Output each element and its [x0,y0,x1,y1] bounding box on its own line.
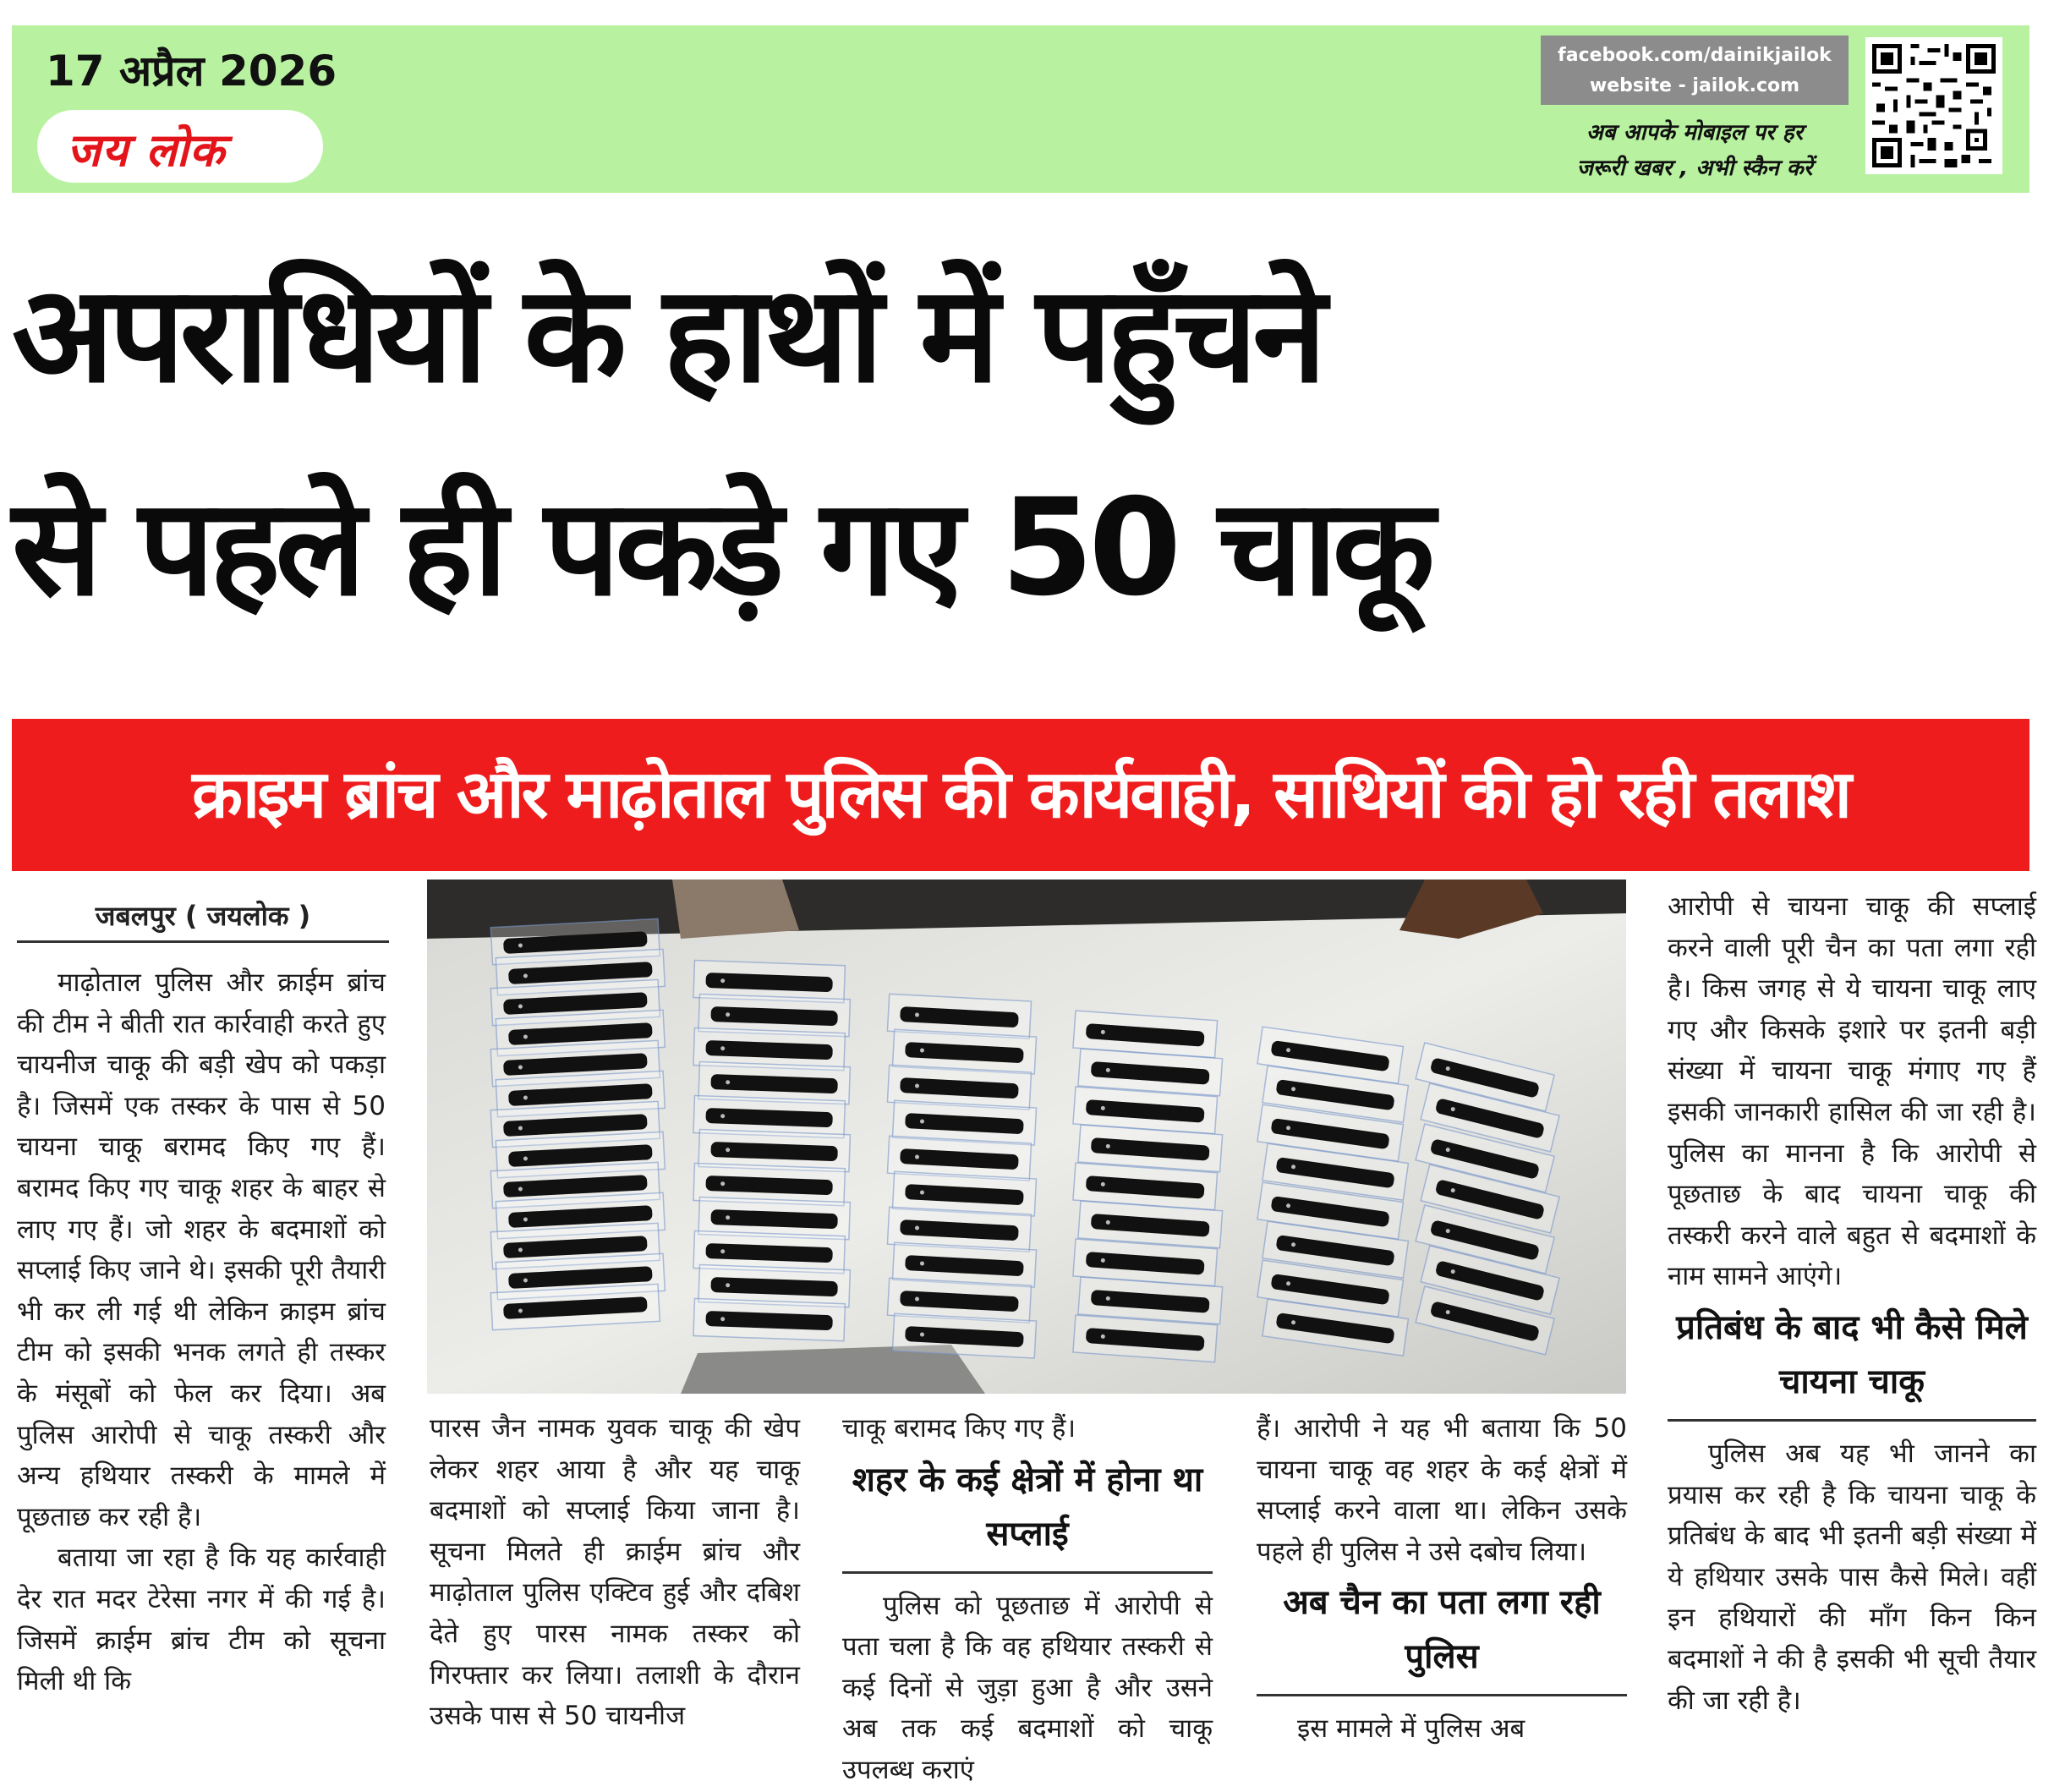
dateline: जबलपुर ( जयलोक ) [17,892,389,943]
headline-line1: अपराधियों के हाथों में पहुँचने [12,257,1322,413]
article-paragraph: पुलिस को पूछताछ में आरोपी से पता चला है कि वह हथियार तस्करी से कई दिनों से जुड़ा हुआ है और उसने अब तक कई बदमाशों को चाकू उपलब्ध कराएं [842,1590,1213,1785]
website-link[interactable]: website - jailok.com [1589,75,1800,96]
article-paragraph: माढ़ोताल पुलिस और क्राईम ब्रांच की टीम ने बीती रात कार्रवाही करते हुए चायनीज चाकू की बड़ी खेप को पकड़ा है। जिसमें एक तस्कर के पास से 50 चायना चाकू बरामद किए गए हैं। बरामद किए गए चाकू शहर के बाहर से लाए गए हैं। जो शहर के बदमाशों को सप्लाई किए जाने थे। इसकी पूरी तैयारी भी कर ली गई थी लेकिन क्राइम ब्रांच टीम को इसकी भनक लगते ही तस्कर के मंसूबों को फेल कर दिया। अब पुलिस आरोपी से चाकू तस्करी और अन्य हथियार तस्करी के मामले में पूछताछ कर रही है। [17,967,386,1532]
article-paragraph: पारस जैन नामक युवक चाकू की खेप लेकर शहर आया है और यह चाकू बदमाशों को सप्लाई किया जाना है। सूचना मिलते ही क्राईम ब्रांच और माढ़ोताल पुलिस एक्टिव हुई और दबिश देते हुए पारस नामक तस्कर को गिरफ्तार कर लिया। तलाशी के दौरान उसके पास से 50 चायनीज [430,1413,800,1732]
subheading: अब चैन का पता लगा रही पुलिस [1283,1583,1601,1677]
facebook-link[interactable]: facebook.com/dainikjailok [1558,45,1832,66]
subheading: शहर के कई क्षेत्रों में होना था सप्लाई [852,1460,1203,1554]
logo-badge [37,110,323,183]
main-headline [12,228,2033,655]
qr-code-icon[interactable] [1865,37,2002,174]
article-column-2 [430,1408,800,1737]
article-paragraph: इस मामले में पुलिस अब [1297,1713,1525,1745]
logo-text: जय लोक [67,123,226,177]
article-paragraph: हैं। आरोपी ने यह भी बताया कि 50 चायना चाकू वह शहर के कई क्षेत्रों में सप्लाई करने वाला था। लेकिन उसके पहले ही पुलिस ने उसे दबोच लिया। [1257,1413,1627,1567]
scan-prompt-line1: अब आपके मोबाइल पर हर [1586,120,1804,145]
article-column-4 [1257,1408,1627,1750]
scan-prompt [1525,115,1864,186]
qr-code-graphic [1872,44,1996,167]
scan-prompt-line2: जरूरी खबर , अभी स्कैन करें [1576,156,1813,181]
article-paragraph: पुलिस अब यह भी जानने का प्रयास कर रही है कि चायना चाकू के प्रतिबंध के बाद भी इतनी बड़ी संख्या में ये हथियार उसके पास कैसे मिले। वहीं इन हथियारों की माँग किन किन बदमाशों ने की है इसकी भी सूची तैयार की जा रही है। [1668,1438,2036,1716]
seized-knives-photo [427,880,1626,1394]
subheading-box [1668,1301,2036,1422]
issue-date: 17 अप्रैल 2026 [46,47,337,96]
article-paragraph: आरोपी से चायना चाकू की सप्लाई करने वाली पूरी चैन का पता लगा रही है। किस जगह से ये चायना चाकू लाए गए और किसके इशारे पर इतनी बड़ी संख्या में चायना चाकू मंगाए गए हैं इसकी जानकारी हासिल की जा रही है। पुलिस का मानना है कि आरोपी से पूछताछ के बाद चायना चाकू की तस्करी करने वाले बहुत से बदमाशों के नाम सामने आएंगे। [1668,891,2036,1292]
headline-line2: से पहले ही पकड़े गए 50 चाकू [12,470,1430,626]
article-column-3 [842,1408,1213,1791]
sub-headline-strap: क्राइम ब्रांच और माढ़ोताल पुलिस की कार्यवाही, साथियों की हो रही तलाश [12,719,2029,871]
social-links-box [1541,36,1849,105]
subheading-box [842,1453,1213,1574]
subheading-box [1257,1576,1627,1696]
subheading: प्रतिबंध के बाद भी कैसे मिले चायना चाकू [1676,1307,2028,1401]
article-column-1 [17,962,386,1702]
article-column-5 [1668,886,2036,1721]
article-paragraph: चाकू बरामद किए गए हैं। [842,1413,1076,1444]
newspaper-logo [67,117,225,179]
masthead [12,25,2029,193]
photo-graphic [427,880,1626,1394]
article-paragraph: बताया जा रहा है कि यह कार्रवाही देर रात मदर टेरेसा नगर में की गई है। जिसमें क्राईम ब्रांच टीम को सूचना मिली थी कि [17,1543,386,1697]
